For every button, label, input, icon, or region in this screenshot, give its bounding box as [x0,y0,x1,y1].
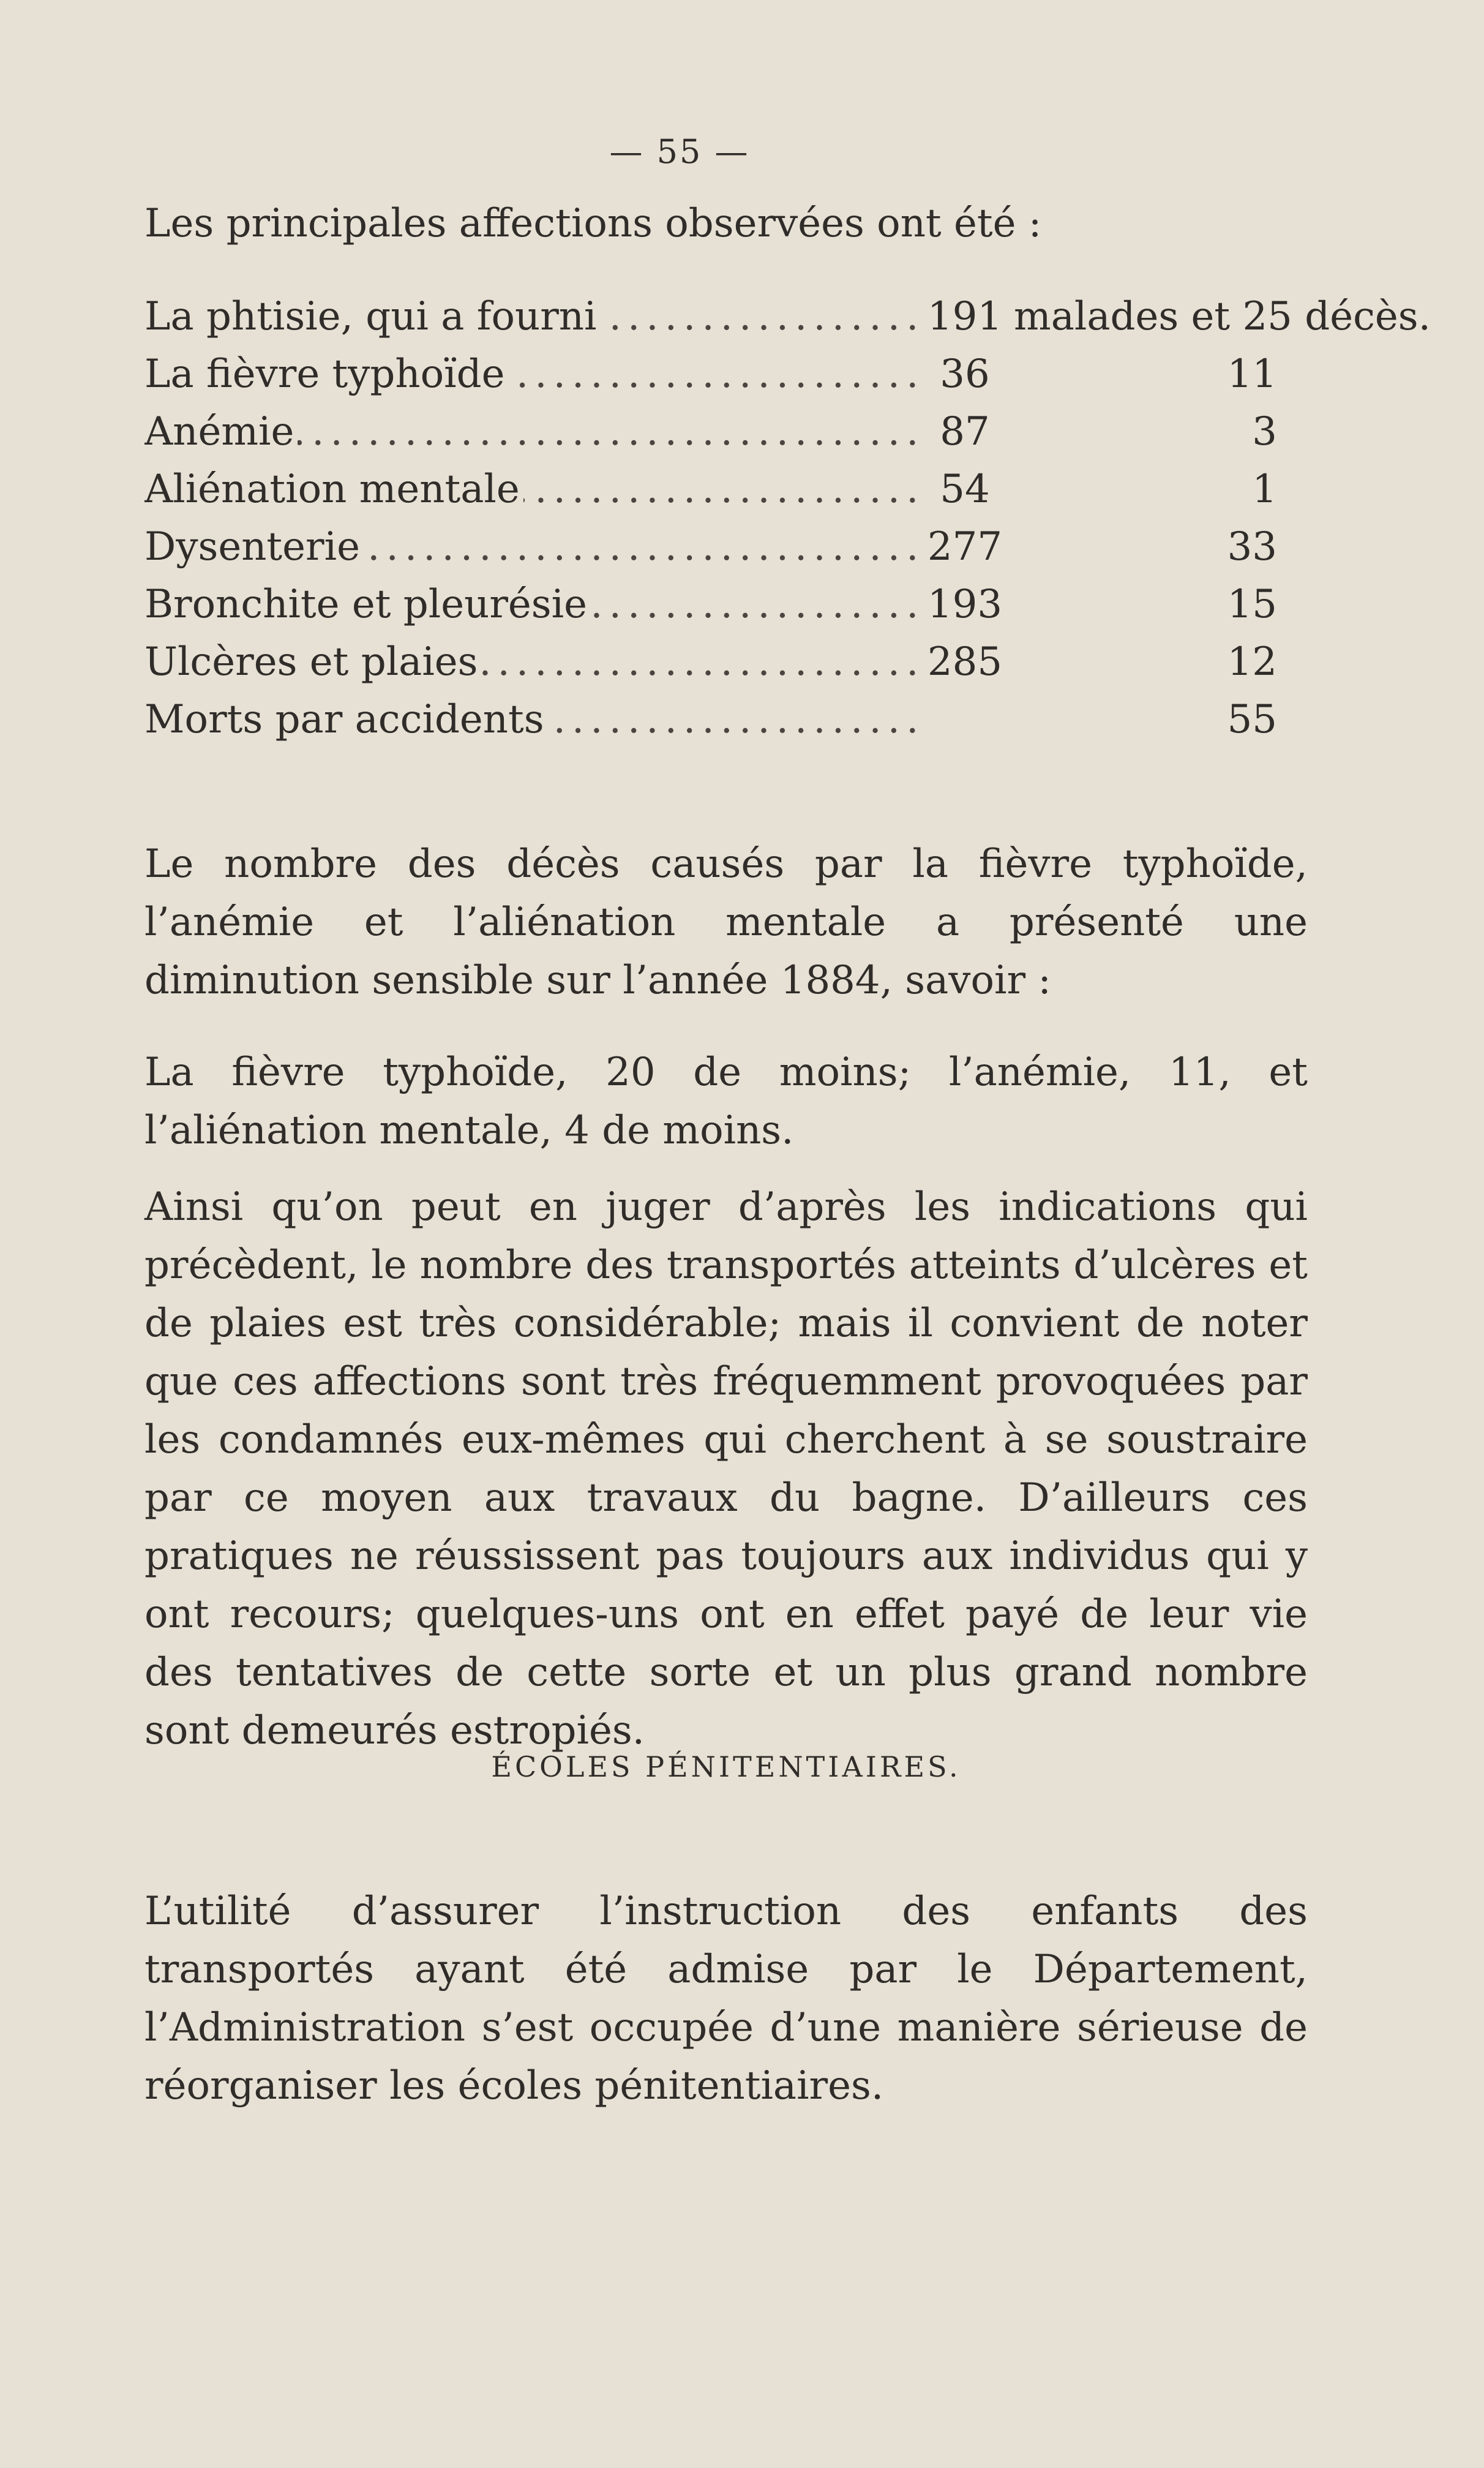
row-label: Aliénation mentale [144,467,523,512]
table-row [144,345,1314,403]
row-label-container [144,288,916,345]
deaths-value: 11 [1227,352,1277,397]
table-row [144,633,1314,691]
row-label-container [144,461,916,518]
row-label: La fièvre typhoïde [144,352,508,397]
row-label-container [144,633,916,691]
row-label-container [144,576,916,633]
deaths-value: 3 [1252,409,1277,454]
cases-value: 87 [940,409,990,454]
affections-table [144,288,1431,748]
deaths-value: 33 [1227,524,1277,570]
cases-value: 277 [927,524,1003,570]
table-row [144,576,1314,633]
table-row [144,518,1314,576]
deaths-value: 12 [1227,639,1277,685]
table-row [144,403,1314,461]
cases-value: 54 [940,467,990,512]
paragraph-ulcers-note: Ainsi qu’on peut en juger d’après les indications qui précèdent, le nombre des transportés atteints d’ulcères et de plaies est très considérable; mais il convient de noter que ces affections sont très fréquemment provoquées par les condamnés eux-mêmes qui cherchent à se soustraire par ce moyen aux travaux du bagne. D’ailleurs ces pratiques ne réussissent pas toujours aux individus qui y ont recours; quelques-uns ont en effet payé de leur vie des tentatives de cette sorte et un plus grand nombre sont demeurés estropiés. [144,1184,1308,1753]
row-label: Anémie [144,409,298,454]
deaths-value: 1 [1252,467,1277,512]
intro-line: Les principales affections observées ont été : [144,201,1042,246]
row-label-container [144,403,916,461]
row-label-container [144,518,916,576]
row-label-container [144,691,1185,748]
row-label: Dysenterie [144,524,364,570]
table-row [144,288,1431,345]
section-heading: ÉCOLES PÉNITENTIAIRES. [491,1750,961,1783]
cases-value: 285 [927,639,1003,685]
cases-value: 193 [927,582,1003,627]
cases-value: 36 [940,352,990,397]
deaths-value: 55 [1227,697,1277,742]
paragraph-reduction-details: La fièvre typhoïde, 20 de moins; l’anémie, 11, et l’aliénation mentale, 4 de moins. [144,1050,1308,1153]
row-tail-text: malades et 25 décès. [1014,294,1431,339]
paragraph-schools: L’utilité d’assurer l’instruction des enfants des transportés ayant été admise par le Département, l’Administration s’est occupée d’une manière sérieuse de réorganiser les écoles pénitentiaires. [144,1889,1308,2109]
row-label: Bronchite et pleurésie [144,582,591,627]
page-number: — 55 — [609,132,750,171]
row-label-container [144,345,916,403]
paragraph-death-reduction: Le nombre des décès causés par la fièvre typhoïde, l’anémie et l’aliénation mentale a présenté une diminution sensible sur l’année 1884, savoir : [144,841,1308,1003]
table-row [144,691,1314,748]
cases-value: 191 [927,294,1003,339]
row-label: Morts par accidents [144,697,548,742]
deaths-value: 15 [1227,582,1277,627]
row-label: Ulcères et plaies [144,639,482,685]
table-row [144,461,1314,518]
row-label: La phtisie, qui a fourni [144,294,600,339]
